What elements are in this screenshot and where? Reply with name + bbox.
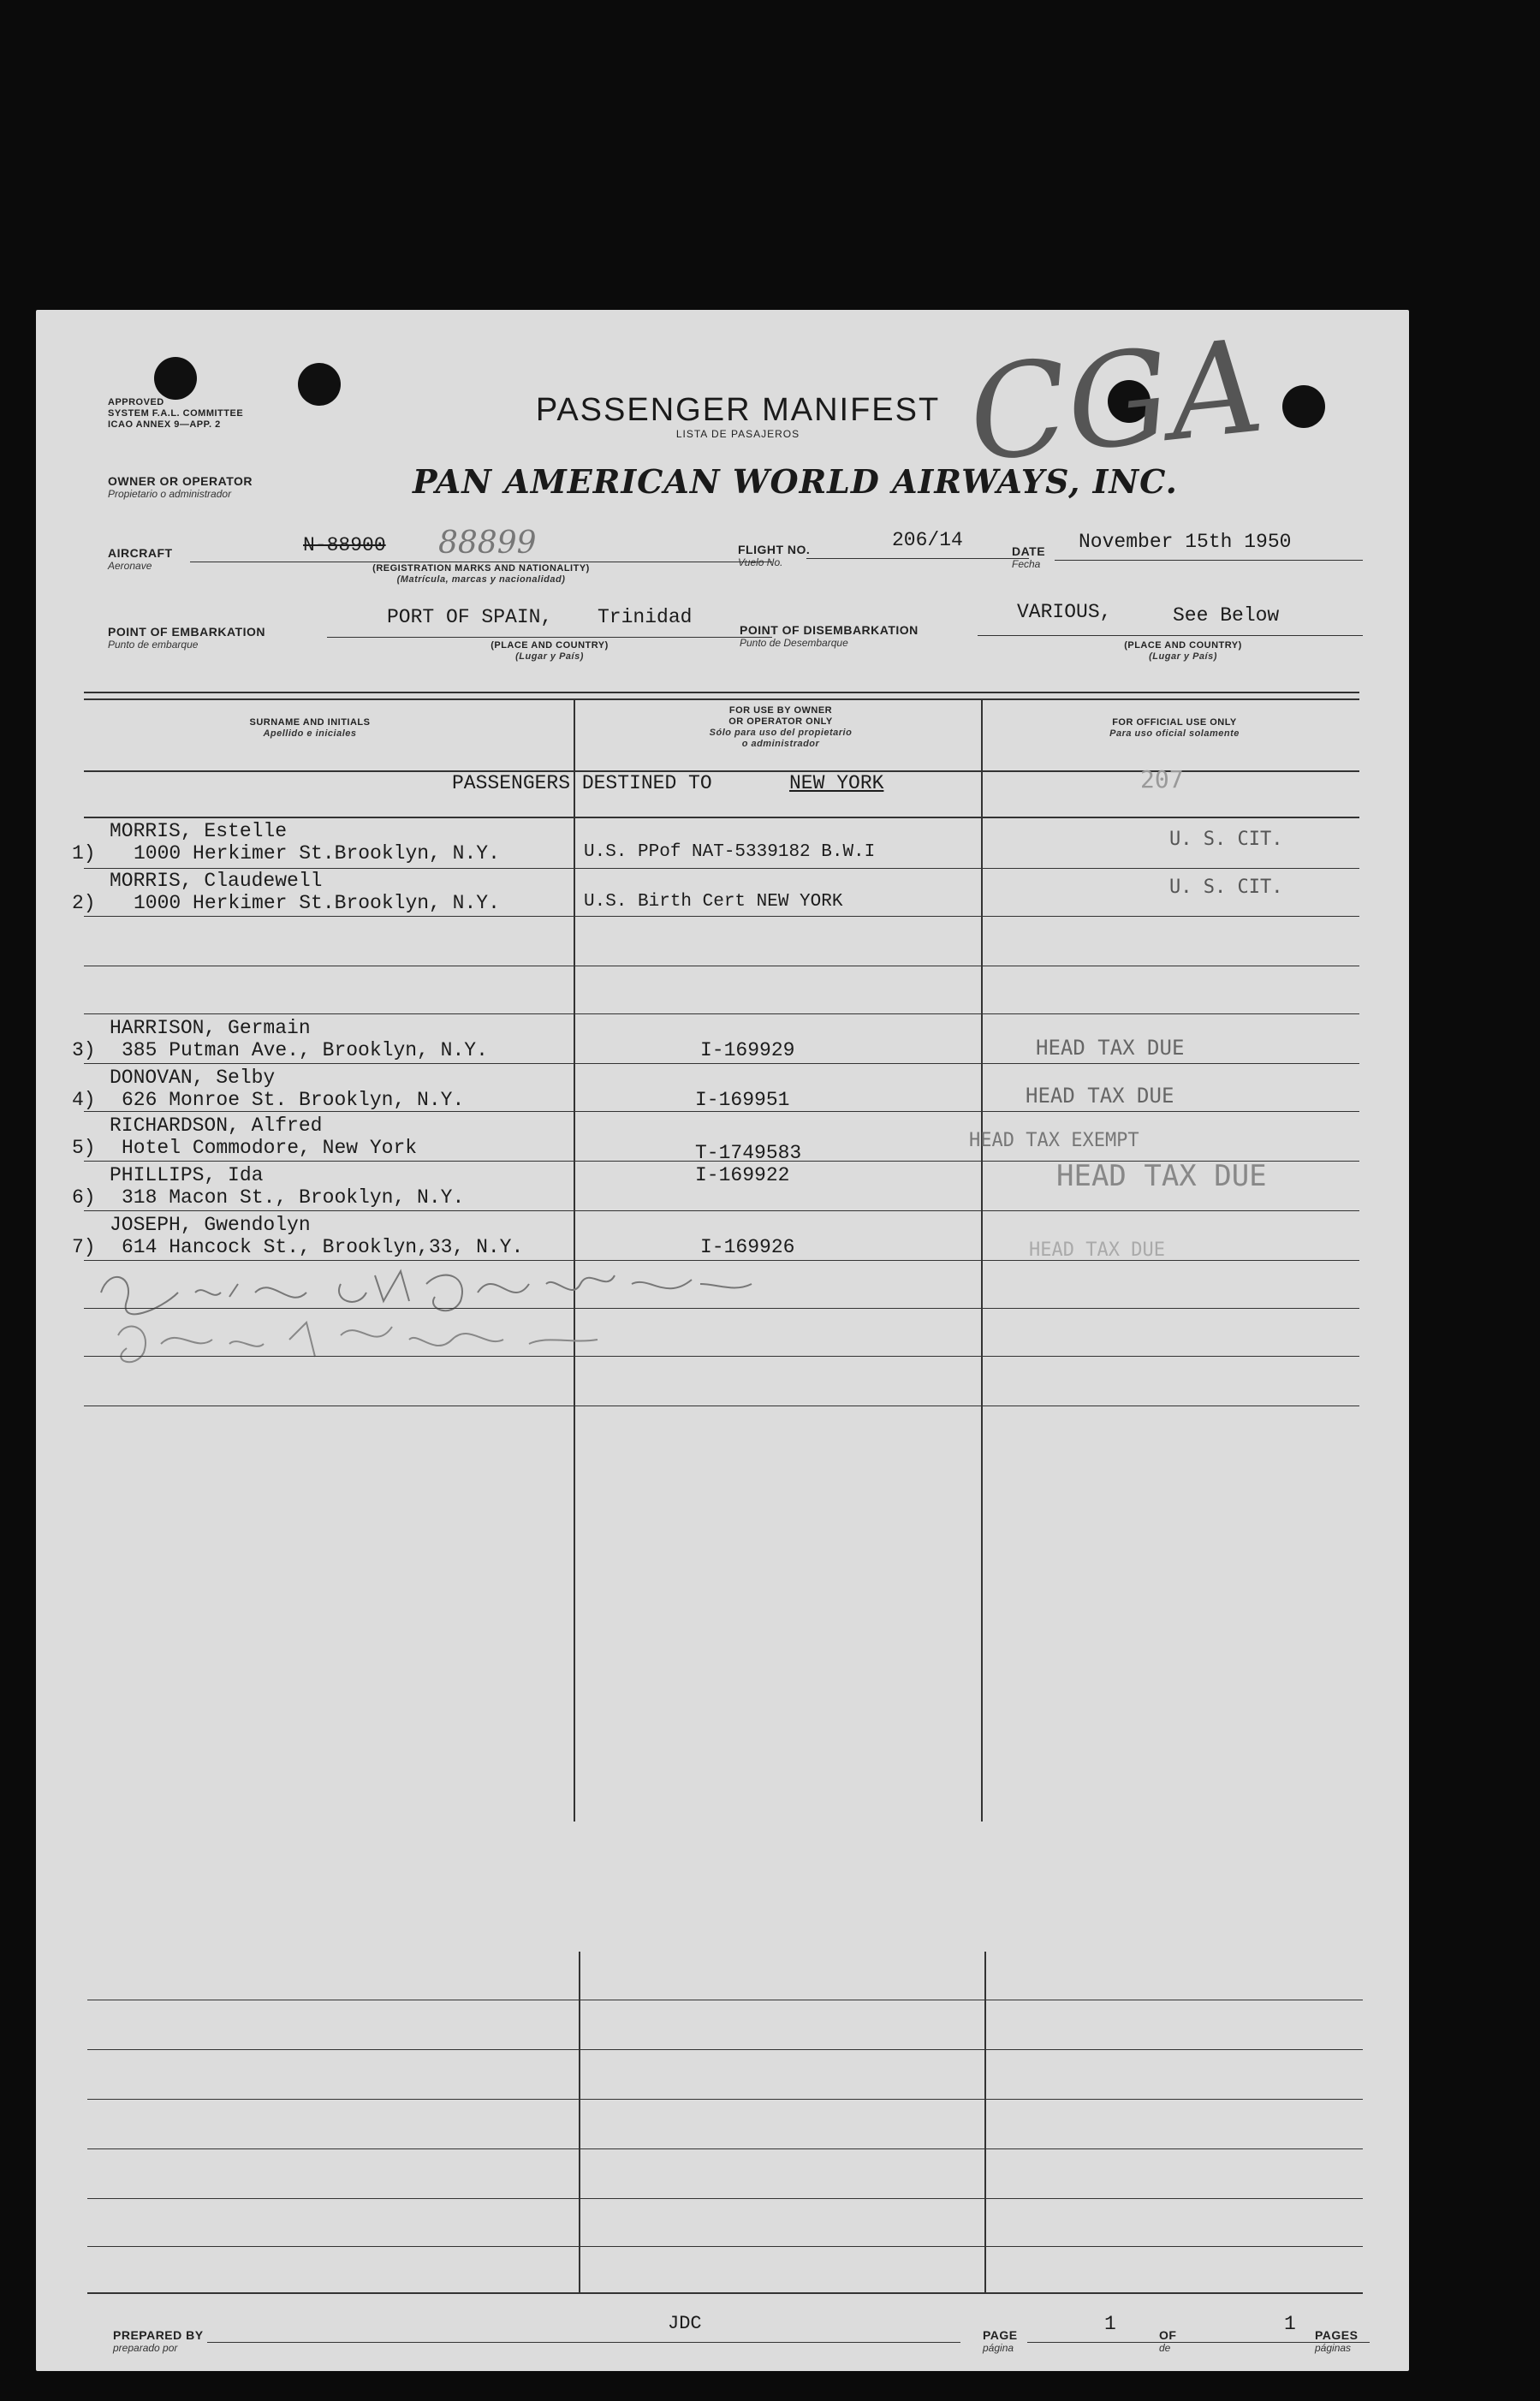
of-label: OF de (1159, 2328, 1177, 2354)
disembark-place: VARIOUS, (1017, 601, 1112, 623)
disembark-place-country-note: (PLACE AND COUNTRY) (Lugar y País) (1124, 640, 1242, 662)
aircraft-handwritten: 88899 (438, 526, 537, 561)
page-label: PAGE página (983, 2328, 1018, 2354)
passenger-owner-info: U.S. Birth Cert NEW YORK (584, 892, 843, 912)
passenger-address: 318 Macon St., Brooklyn, N.Y. (122, 1186, 465, 1209)
manifest-sheet (36, 310, 1409, 2371)
passenger-row (36, 870, 1409, 919)
owner-label: OWNER OR OPERATOR Propietario o administrador (108, 474, 253, 500)
punch-hole (154, 357, 197, 400)
handwritten-signature (84, 1258, 803, 1378)
passenger-official: U. S. CIT. (1169, 877, 1283, 898)
punch-hole (1282, 385, 1325, 428)
embark-label: POINT OF EMBARKATION Punto de embarque (108, 625, 265, 651)
passenger-address: 385 Putman Ave., Brooklyn, N.Y. (122, 1039, 488, 1061)
title-block (498, 392, 978, 440)
passenger-address: 614 Hancock St., Brooklyn,33, N.Y. (122, 1236, 524, 1258)
approval-block (108, 397, 243, 431)
passenger-official: HEAD TAX DUE (1029, 1239, 1165, 1261)
passenger-address: Hotel Commodore, New York (122, 1137, 418, 1159)
aircraft-label: AIRCRAFT Aeronave (108, 546, 173, 572)
embark-place: PORT OF SPAIN, (387, 606, 553, 628)
passenger-official: U. S. CIT. (1169, 829, 1283, 850)
flight-value: 206/14 (892, 529, 963, 551)
passenger-row (36, 1067, 1409, 1114)
col-header-surname: SURNAME AND INITIALS Apellido e iniciales (249, 717, 371, 739)
passenger-owner-info: T-1749583 (695, 1142, 802, 1164)
passenger-name: DONOVAN, Selby (110, 1067, 276, 1089)
registration-note: (REGISTRATION MARKS AND NATIONALITY) (Matrícula, marcas y nacionalidad) (372, 563, 590, 585)
passenger-number: 5) (72, 1137, 96, 1159)
passenger-name: JOSEPH, Gwendolyn (110, 1214, 311, 1236)
prepared-by-value: JDC (668, 2313, 702, 2334)
embark-country: Trinidad (598, 606, 693, 628)
passenger-row (36, 1214, 1409, 1262)
passenger-number: 2) (72, 892, 96, 914)
embark-place-country-note: (PLACE AND COUNTRY) (Lugar y País) (491, 640, 609, 662)
passenger-number: 3) (72, 1039, 96, 1061)
passenger-name: MORRIS, Claudewell (110, 870, 323, 892)
passenger-name: HARRISON, Germain (110, 1017, 311, 1039)
passenger-address: 1000 Herkimer St.Brooklyn, N.Y. (134, 842, 500, 865)
date-label: DATE Fecha (1012, 544, 1046, 570)
disembark-country: See Below (1173, 604, 1280, 627)
passenger-official: HEAD TAX DUE (1056, 1159, 1267, 1193)
approval-line: ICAO ANNEX 9—APP. 2 (108, 419, 221, 430)
passenger-owner-info: U.S. PPof NAT-5339182 B.W.I (584, 842, 876, 862)
passenger-number: 6) (72, 1186, 96, 1209)
punch-hole (298, 363, 341, 406)
passenger-address: 1000 Herkimer St.Brooklyn, N.Y. (134, 892, 500, 914)
disembark-label: POINT OF DISEMBARKATION Punto de Desembarque (740, 623, 919, 649)
passenger-owner-info: I-169926 (700, 1236, 795, 1258)
passenger-owner-info: I-169929 (700, 1039, 795, 1061)
passenger-number: 4) (72, 1089, 96, 1111)
destined-city: NEW YORK (789, 772, 884, 794)
passenger-address: 626 Monroe St. Brooklyn, N.Y. (122, 1089, 465, 1111)
approval-line: SYSTEM F.A.L. COMMITTEE (108, 408, 244, 419)
passenger-row (36, 1017, 1409, 1065)
column-divider (579, 1952, 580, 2294)
passenger-name: MORRIS, Estelle (110, 820, 288, 842)
total-pages: 1 (1284, 2313, 1296, 2335)
passenger-owner-info: I-169951 (695, 1089, 790, 1111)
passenger-number: 7) (72, 1236, 96, 1258)
page-number: 1 (1104, 2313, 1116, 2335)
destined-label: PASSENGERS DESTINED TO (452, 772, 712, 794)
aircraft-value: N-88900 (303, 534, 386, 556)
approval-line: APPROVED (108, 397, 164, 407)
passenger-official: HEAD TAX DUE (1036, 1036, 1185, 1060)
passenger-number: 1) (72, 842, 96, 865)
passenger-official: HEAD TAX EXEMPT (969, 1130, 1139, 1151)
col-header-owner-use: FOR USE BY OWNER OR OPERATOR ONLY Sólo para uso del propietario o administrador (709, 705, 853, 749)
page-title: PASSENGER MANIFEST (535, 392, 941, 428)
column-divider (984, 1952, 986, 2294)
passenger-official: HEAD TAX DUE (1026, 1084, 1174, 1108)
destined-official-mark: 207 (1140, 765, 1184, 793)
page-subtitle: LISTA DE PASAJEROS (675, 428, 800, 440)
prepared-by-label: PREPARED BY preparado por (113, 2328, 204, 2354)
passenger-name: RICHARDSON, Alfred (110, 1114, 323, 1137)
passenger-row (36, 1159, 1409, 1212)
passenger-row (36, 1114, 1409, 1162)
corner-handwritten-mark: CGA (961, 312, 1270, 491)
pages-label: PAGES páginas (1315, 2328, 1359, 2354)
passenger-name: PHILLIPS, Ida (110, 1164, 264, 1186)
passenger-row (36, 820, 1409, 870)
date-value: November 15th 1950 (1079, 531, 1292, 553)
operator-name: PAN AMERICAN WORLD AIRWAYS, INC. (413, 462, 1178, 501)
passenger-owner-info: I-169922 (695, 1164, 790, 1186)
flight-label: FLIGHT NO. Vuelo No. (738, 543, 811, 568)
col-header-official: FOR OFFICIAL USE ONLY Para uso oficial solamente (1109, 717, 1240, 739)
